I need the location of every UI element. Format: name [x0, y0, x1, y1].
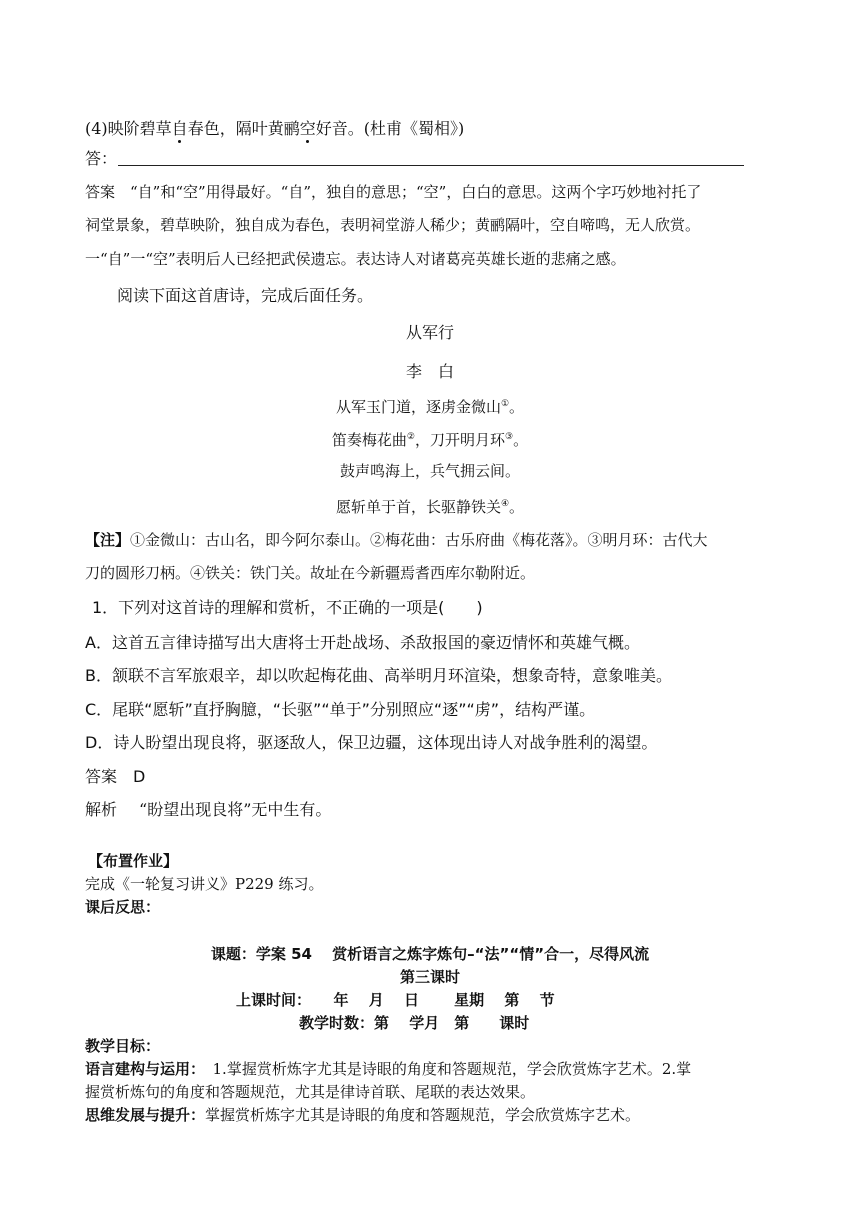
lesson-title: 课题：学案 54 赏析语言之炼字炼句–“法”“情”合一，尽得风流 — [210, 945, 650, 963]
poem-title: 从军行 — [405, 323, 454, 342]
emphasis-char-zi: 自 — [171, 119, 188, 138]
question-1-stem: 1．下列对这首诗的理解和赏析，不正确的一项是( ) — [92, 598, 483, 617]
poem-line-1-text: 从军玉门道，逐虏金微山 — [335, 398, 501, 416]
poem-line-2 — [0, 426, 860, 451]
poem-author: 李 白 — [405, 362, 454, 381]
notes-line-2: 刀的圆形刀柄。④铁关：铁门关。故址在今新疆焉耆西库尔勒附近。 — [85, 564, 536, 582]
goal-1-text: 1.掌握赏析炼字尤其是诗眼的角度和答题规范，学会欣赏炼字艺术。2.掌 — [197, 1060, 692, 1078]
homework-text: 完成《一轮复习讲义》P229 练习。 — [85, 875, 324, 893]
answer-label-2: 答案 — [85, 767, 118, 786]
q4-text-suffix: 好音。(杜甫《蜀相》) — [315, 119, 465, 138]
analysis-line-3: 一“自”一“空”表明后人已经把武侯遗忘。表达诗人对诸葛亮英雄长逝的悲痛之感。 — [85, 250, 626, 268]
goal-1 — [85, 1058, 691, 1080]
poem-line-4-punct: 。 — [509, 498, 525, 516]
goal-2 — [85, 1104, 640, 1126]
poem-line-2-part-a: 笛奏梅花曲 — [331, 431, 407, 449]
goal-1-label: 语言建构与运用： — [85, 1060, 198, 1078]
option-b: B．颔联不言军旅艰辛，却以吹起梅花曲、高举明月环渲染，想象奇特，意象唯美。 — [85, 666, 672, 685]
question-4 — [85, 118, 464, 140]
q4-text-mid: 春色，隔叶黄鹂 — [187, 119, 300, 138]
reading-intro: 阅读下面这首唐诗，完成后面任务。 — [117, 286, 374, 305]
analysis-label: 解析 — [85, 800, 118, 819]
footnote-marker-4: ④ — [500, 499, 510, 509]
emphasis-char-kong: 空 — [299, 119, 316, 138]
notes-label: 【注】 — [85, 531, 131, 549]
notes-line-1 — [85, 529, 708, 551]
goals-label: 教学目标： — [85, 1037, 161, 1055]
goal-2-label: 思维发展与提升： — [85, 1106, 206, 1124]
goal-1-continued: 握赏析炼句的角度和答题规范，尤其是律诗首联、尾联的表达效果。 — [85, 1083, 536, 1101]
analysis-line-1: 答案 “自”和“空”用得最好。“自”，独自的意思；“空”，白白的意思。这两个字巧妙地衬托了 — [85, 183, 702, 201]
poem-line-1 — [0, 393, 860, 418]
analysis-text: “盼望出现良将”无中生有。 — [139, 800, 332, 819]
footnote-marker-3: ③ — [505, 432, 514, 442]
option-a: A．这首五言律诗描写出大唐将士开赴战场、杀敌报国的豪迈情怀和英雄气概。 — [85, 633, 640, 652]
answer-value: D — [133, 767, 146, 786]
footnote-marker-1: ① — [500, 399, 510, 409]
notes-text-1: ①金微山：古山名，即今阿尔泰山。②梅花曲：古乐府曲《梅花落》。③明月环：古代大 — [130, 531, 708, 549]
lesson-hours: 教学时数：第 学月 第 课时 — [299, 1014, 530, 1032]
poem-line-1-punct: 。 — [509, 398, 525, 416]
goal-2-text: 掌握赏析炼字尤其是诗眼的角度和答题规范，学会欣赏炼字艺术。 — [205, 1106, 641, 1124]
lesson-period: 第三课时 — [399, 968, 460, 986]
reflection-label: 课后反思： — [85, 898, 161, 916]
analysis-line-2: 祠堂景象，碧草映阶，独自成为春色，表明祠堂游人稀少；黄鹂隔叶，空自啼鸣，无人欣赏。 — [85, 216, 701, 234]
poem-line-4-text: 愿斩单于首，长驱静铁关 — [335, 498, 501, 516]
answer-label: 答： — [85, 149, 118, 168]
option-c: C．尾联“愿斩”直抒胸臆，“长驱”“单于”分别照应“逐”“虏”，结构严谨。 — [85, 700, 596, 719]
question-1-analysis — [85, 799, 331, 821]
poem-line-2-part-b: ，刀开明月环 — [414, 431, 505, 449]
q4-text-prefix: (4)映阶碧草 — [85, 119, 172, 138]
answer-blank-line — [118, 165, 744, 166]
poem-line-4 — [0, 493, 860, 518]
poem-line-3: 鼓声鸣海上，兵气拥云间。 — [339, 462, 520, 480]
poem-line-2-punct: 。 — [513, 431, 529, 449]
question-1-answer — [85, 766, 145, 788]
option-d: D．诗人盼望出现良将，驱逐敌人，保卫边疆，这体现出诗人对战争胜利的渴望。 — [85, 733, 658, 752]
footnote-marker-2: ② — [406, 432, 415, 442]
lesson-time: 上课时间： 年 月 日 星期 第 节 — [236, 991, 555, 1009]
homework-heading: 【布置作业】 — [88, 852, 179, 870]
